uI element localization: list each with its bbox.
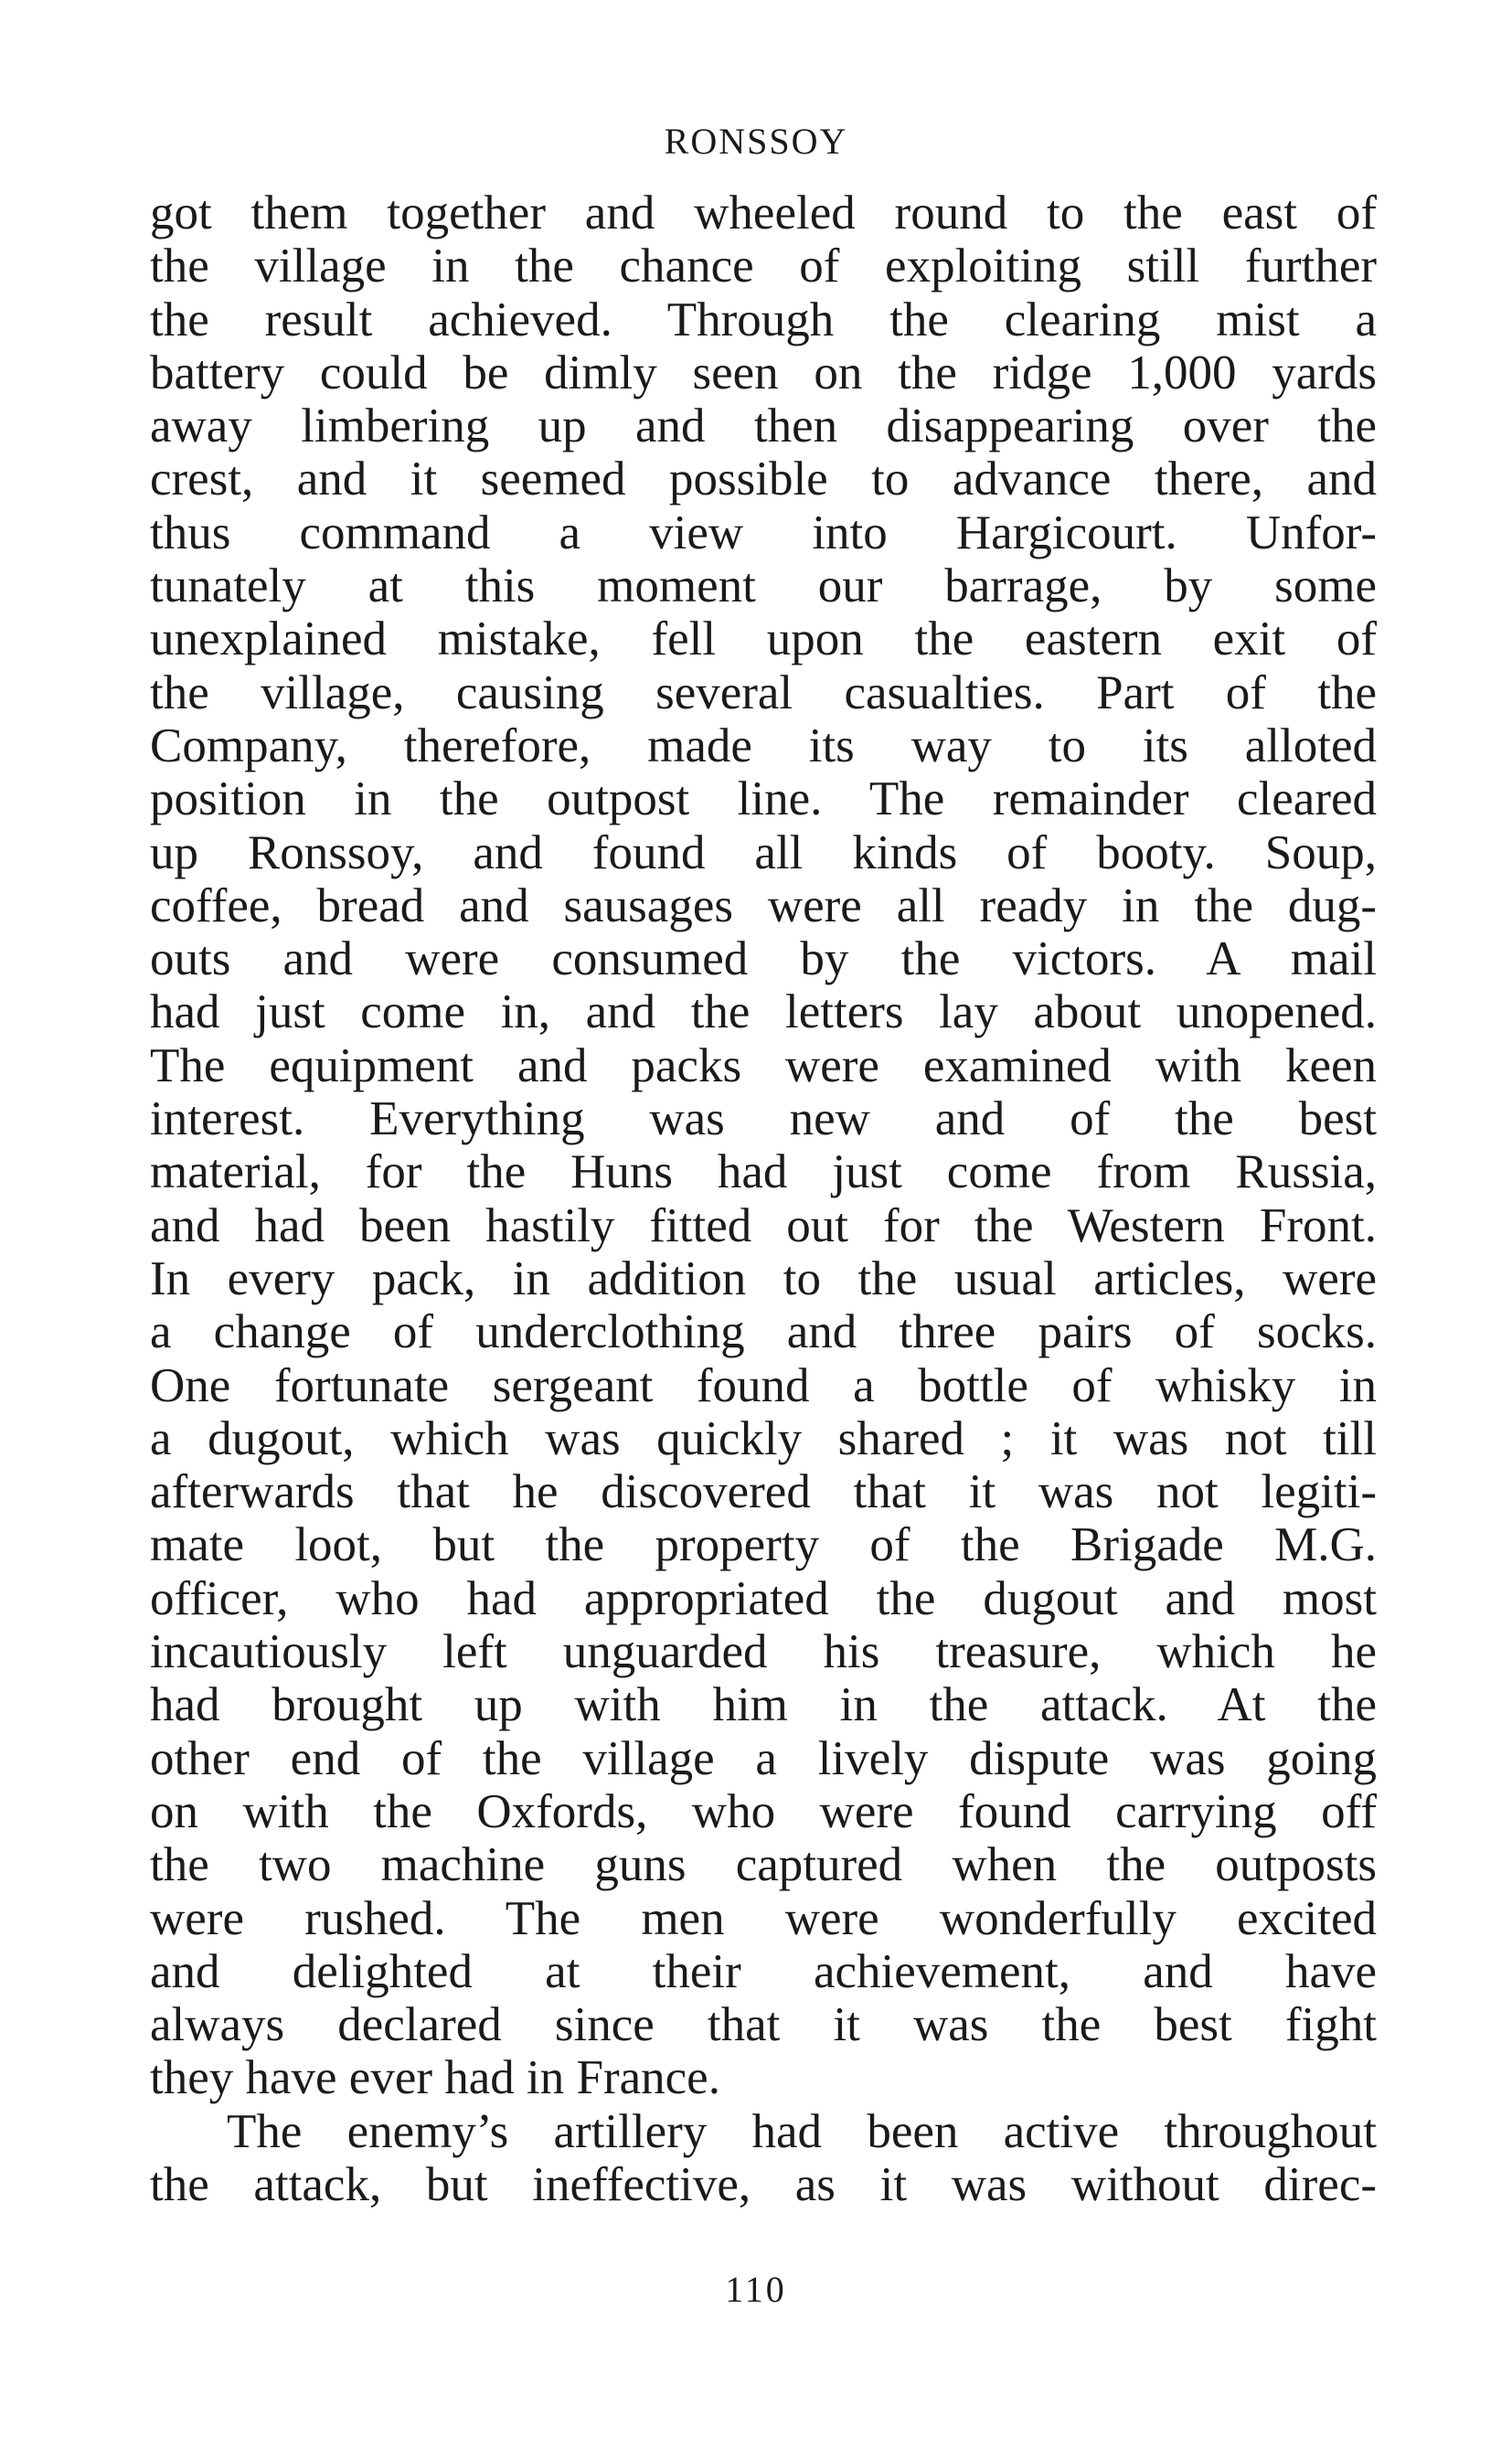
text-line: coffee, bread and sausages were all ready in the dug-: [150, 878, 1377, 932]
running-head: RONSSOY: [664, 121, 848, 162]
text-line: material, for the Huns had just come from Russia,: [150, 1145, 1377, 1199]
text-line: interest. Everything was new and of the best: [150, 1092, 1377, 1146]
text-line: thus command a view into Hargicourt. Unfor-: [150, 505, 1377, 559]
text-line: a change of underclothing and three pairs of socks.: [150, 1305, 1377, 1359]
text-line: other end of the village a lively dispute was going: [150, 1731, 1377, 1785]
text-line: had brought up with him in the attack. At the: [150, 1678, 1377, 1732]
paragraph-2: [150, 2105, 1377, 2212]
text-line: outs and were consumed by the victors. A mail: [150, 932, 1377, 986]
text-line: tunately at this moment our barrage, by some: [150, 559, 1377, 613]
text-line: and had been hastily fitted out for the Western Front.: [150, 1198, 1377, 1252]
text-line: the attack, but ineffective, as it was without direc-: [150, 2157, 1377, 2211]
text-line: battery could be dimly seen on the ridge 1,000 yards: [150, 346, 1377, 399]
text-line: they have ever had in France.: [150, 2051, 720, 2105]
text-line: The equipment and packs were examined with keen: [150, 1038, 1377, 1092]
paragraph-1: [150, 186, 1377, 2105]
text-line: the village in the chance of exploiting still further: [150, 239, 1377, 293]
text-line: and delighted at their achievement, and have: [150, 1944, 1377, 1998]
text-line: got them together and wheeled round to the east of: [150, 186, 1377, 239]
text-line: One fortunate sergeant found a bottle of whisky in: [150, 1358, 1377, 1412]
text-line: mate loot, but the property of the Brigade M.G.: [150, 1518, 1377, 1572]
page-number: 110: [725, 2269, 787, 2310]
text-line: up Ronssoy, and found all kinds of booty. Soup,: [150, 825, 1377, 879]
text-line: the village, causing several casualties. Part of the: [150, 665, 1377, 719]
body-text: [150, 186, 1377, 2211]
text-line: the two machine guns captured when the outposts: [150, 1838, 1377, 1892]
text-line: away limbering up and then disappearing over the: [150, 399, 1377, 453]
text-line: always declared since that it was the best fight: [150, 1998, 1377, 2052]
text-line: on with the Oxfords, who were found carrying off: [150, 1784, 1377, 1838]
text-line: had just come in, and the letters lay about unopened.: [150, 985, 1377, 1039]
text-line: incautiously left unguarded his treasure, which he: [150, 1625, 1377, 1679]
text-line: The enemy’s artillery had been active throughout: [227, 2104, 1377, 2158]
text-line: officer, who had appropriated the dugout and most: [150, 1571, 1377, 1625]
text-line: crest, and it seemed possible to advance there, and: [150, 452, 1377, 506]
text-line: In every pack, in addition to the usual articles, were: [150, 1251, 1377, 1305]
text-line: were rushed. The men were wonderfully excited: [150, 1891, 1377, 1945]
text-line: the result achieved. Through the clearing mist a: [150, 293, 1377, 346]
text-line: a dugout, which was quickly shared ; it was not till: [150, 1411, 1377, 1465]
text-line: Company, therefore, made its way to its alloted: [150, 718, 1377, 772]
text-line: afterwards that he discovered that it was not legiti-: [150, 1465, 1377, 1519]
text-line: unexplained mistake, fell upon the eastern exit of: [150, 612, 1377, 666]
text-line: position in the outpost line. The remainder cleared: [150, 772, 1377, 826]
